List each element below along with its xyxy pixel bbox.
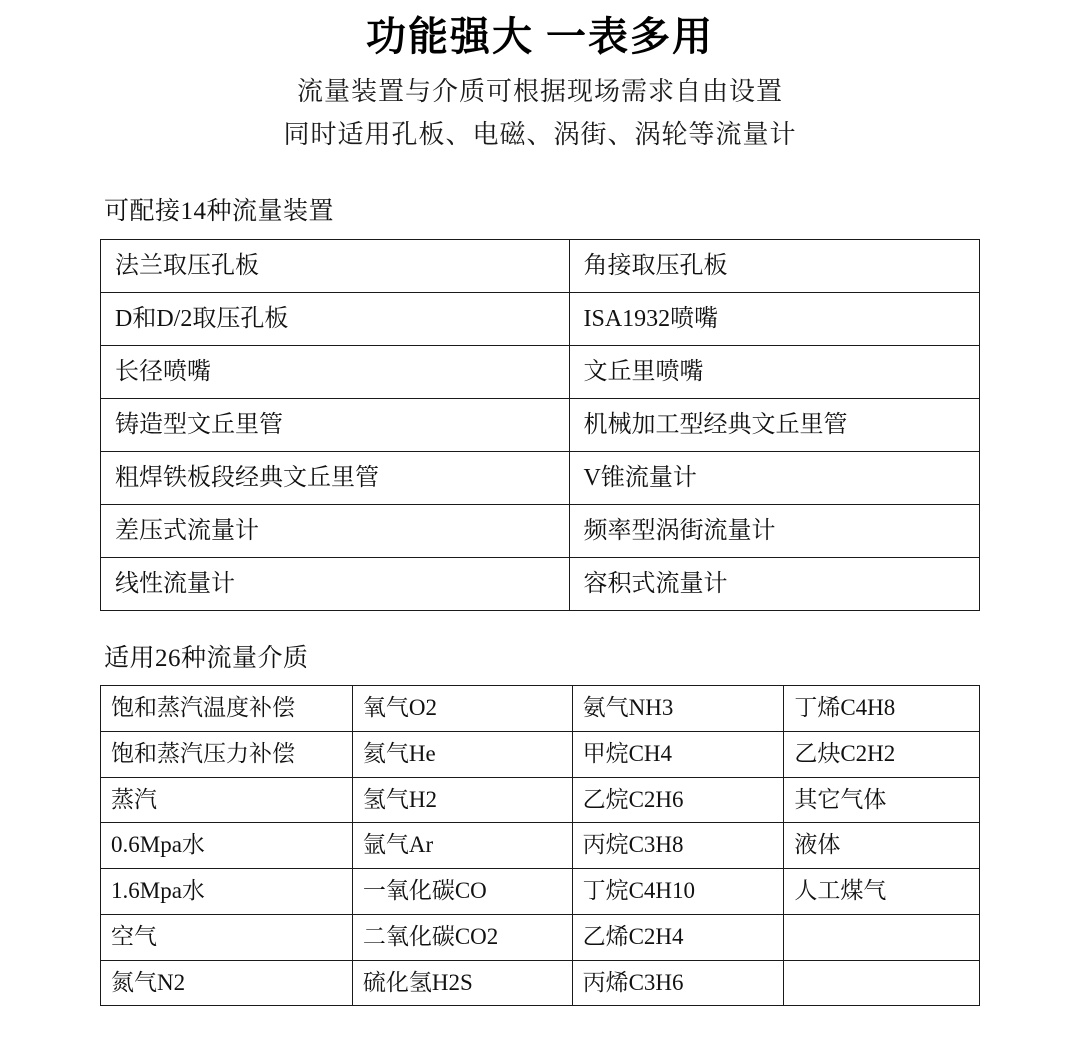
table-cell: 氢气H2 bbox=[352, 777, 572, 823]
table-row bbox=[101, 823, 980, 869]
table-cell: 氨气NH3 bbox=[572, 686, 784, 732]
table-cell: 文丘里喷嘴 bbox=[569, 345, 980, 398]
table-cell: 线性流量计 bbox=[101, 557, 570, 610]
table-cell: 乙烷C2H6 bbox=[572, 777, 784, 823]
table-row bbox=[101, 731, 980, 777]
table-cell-empty bbox=[784, 914, 980, 960]
table-cell: 空气 bbox=[101, 914, 353, 960]
table-row bbox=[101, 292, 980, 345]
table-row bbox=[101, 914, 980, 960]
table-row bbox=[101, 398, 980, 451]
table-cell: 氧气O2 bbox=[352, 686, 572, 732]
table-cell: V锥流量计 bbox=[569, 451, 980, 504]
table-cell: 饱和蒸汽压力补偿 bbox=[101, 731, 353, 777]
table-cell: 其它气体 bbox=[784, 777, 980, 823]
table-cell: ISA1932喷嘴 bbox=[569, 292, 980, 345]
table-cell: 液体 bbox=[784, 823, 980, 869]
table-row bbox=[101, 557, 980, 610]
page-header bbox=[0, 0, 1080, 154]
media-table bbox=[100, 685, 980, 1006]
table-cell: 蒸汽 bbox=[101, 777, 353, 823]
table-row bbox=[101, 345, 980, 398]
table-cell: 氮气N2 bbox=[101, 960, 353, 1006]
table-row bbox=[101, 451, 980, 504]
table-cell: 二氧化碳CO2 bbox=[352, 914, 572, 960]
subtitle-line-2: 同时适用孔板、电磁、涡街、涡轮等流量计 bbox=[283, 120, 797, 149]
table-cell-empty bbox=[784, 960, 980, 1006]
table-cell: 容积式流量计 bbox=[569, 557, 980, 610]
table-cell: 法兰取压孔板 bbox=[101, 239, 570, 292]
table-row bbox=[101, 869, 980, 915]
devices-section bbox=[100, 196, 980, 611]
table-row bbox=[101, 686, 980, 732]
media-section-heading: 适用26种流量介质 bbox=[104, 644, 309, 672]
table-row bbox=[101, 504, 980, 557]
table-cell: 铸造型文丘里管 bbox=[101, 398, 570, 451]
table-row bbox=[101, 960, 980, 1006]
table-cell: 甲烷CH4 bbox=[572, 731, 784, 777]
table-cell: 氦气He bbox=[352, 731, 572, 777]
table-cell: 长径喷嘴 bbox=[101, 345, 570, 398]
table-row bbox=[101, 777, 980, 823]
devices-table bbox=[100, 239, 980, 611]
table-cell: 硫化氢H2S bbox=[352, 960, 572, 1006]
media-section bbox=[100, 643, 980, 1007]
table-cell: 人工煤气 bbox=[784, 869, 980, 915]
subtitle-line-1: 流量装置与介质可根据现场需求自由设置 bbox=[296, 77, 783, 106]
table-cell: 0.6Mpa水 bbox=[101, 823, 353, 869]
table-cell: 机械加工型经典文丘里管 bbox=[569, 398, 980, 451]
table-cell: 丙烯C3H6 bbox=[572, 960, 784, 1006]
table-cell: 饱和蒸汽温度补偿 bbox=[101, 686, 353, 732]
table-cell: 角接取压孔板 bbox=[569, 239, 980, 292]
table-cell: 粗焊铁板段经典文丘里管 bbox=[101, 451, 570, 504]
table-cell: 氩气Ar bbox=[352, 823, 572, 869]
table-row bbox=[101, 239, 980, 292]
devices-section-heading: 可配接14种流量装置 bbox=[104, 198, 335, 225]
table-cell: 乙炔C2H2 bbox=[784, 731, 980, 777]
table-cell: 丙烷C3H8 bbox=[572, 823, 784, 869]
table-cell: 丁烯C4H8 bbox=[784, 686, 980, 732]
table-cell: 丁烷C4H10 bbox=[572, 869, 784, 915]
table-cell: 差压式流量计 bbox=[101, 504, 570, 557]
table-cell: 频率型涡街流量计 bbox=[569, 504, 980, 557]
table-cell: 1.6Mpa水 bbox=[101, 869, 353, 915]
page-title: 功能强大 一表多用 bbox=[366, 14, 714, 59]
table-cell: 乙烯C2H4 bbox=[572, 914, 784, 960]
table-cell: 一氧化碳CO bbox=[352, 869, 572, 915]
table-cell: D和D/2取压孔板 bbox=[101, 292, 570, 345]
